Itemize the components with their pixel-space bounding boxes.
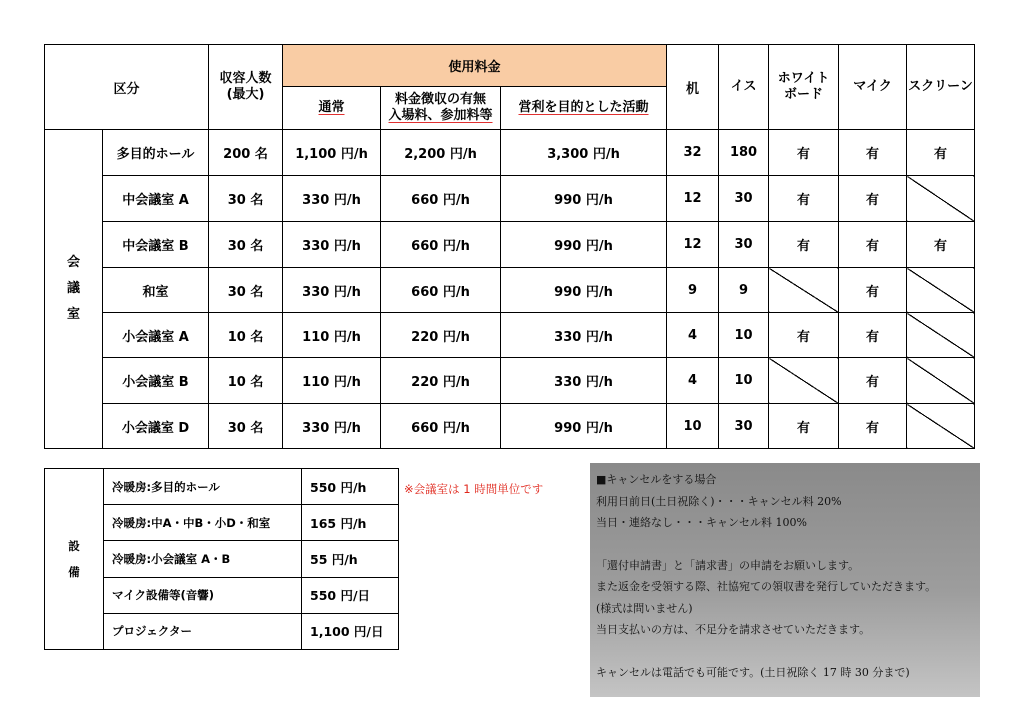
cancel-line: (様式は問いません): [596, 601, 693, 615]
room-whiteboard: 有: [769, 404, 839, 449]
equipment-name: 冷暖房:中A・中B・小D・和室: [104, 505, 302, 541]
room-fee-charge: 660 円/h: [381, 176, 501, 222]
room-capacity: 200 名: [209, 130, 283, 176]
section-label-char: 議: [66, 281, 80, 296]
room-chairs: 30: [719, 222, 769, 268]
room-whiteboard: 有: [769, 313, 839, 358]
equipment-name: プロジェクター: [104, 613, 302, 649]
header-fee-profit-label: 営利を目的とした活動: [518, 100, 649, 115]
room-chairs: 10: [719, 358, 769, 404]
room-chairs: 30: [719, 404, 769, 449]
equipment-price: 55 円/h: [302, 541, 399, 577]
header-fee-profit: [501, 87, 667, 130]
cancel-line: 利用日前日(土日祝除く)・・・キャンセル料 20%: [596, 494, 842, 508]
equipment-name: 冷暖房:小会議室 A・B: [104, 541, 302, 577]
room-name: 中会議室 B: [103, 222, 209, 268]
room-capacity: 30 名: [209, 222, 283, 268]
room-fee-charge: 660 円/h: [381, 222, 501, 268]
header-capacity: [209, 45, 283, 130]
header-fee-charge: [381, 87, 501, 130]
room-whiteboard: 有: [769, 130, 839, 176]
room-capacity: 10 名: [209, 313, 283, 358]
room-screen-unavailable: [907, 358, 975, 404]
room-fee-normal: 330 円/h: [283, 176, 381, 222]
header-fee-normal-label: 通常: [318, 100, 345, 115]
header-fee-title: 使用料金: [283, 45, 667, 87]
equipment-table: [44, 468, 398, 650]
room-fee-profit: 990 円/h: [501, 222, 667, 268]
equipment-price: 1,100 円/日: [302, 613, 399, 649]
room-whiteboard-unavailable: [769, 358, 839, 404]
room-mic: 有: [839, 404, 907, 449]
cancel-title: ■キャンセルをする場合: [596, 473, 717, 486]
room-mic: 有: [839, 358, 907, 404]
room-mic: 有: [839, 176, 907, 222]
fee-table: [44, 44, 974, 448]
room-fee-normal: 110 円/h: [283, 358, 381, 404]
room-fee-profit: 330 円/h: [501, 313, 667, 358]
room-fee-profit: 990 円/h: [501, 176, 667, 222]
room-desks: 4: [667, 313, 719, 358]
equipment-price: 165 円/h: [302, 505, 399, 541]
header-chair: イス: [719, 45, 769, 130]
header-screen: スクリーン: [907, 45, 975, 130]
room-capacity: 30 名: [209, 176, 283, 222]
section-label-char: 室: [66, 307, 80, 322]
room-screen-unavailable: [907, 404, 975, 449]
header-mic: マイク: [839, 45, 907, 130]
room-name: 中会議室 A: [103, 176, 209, 222]
room-fee-profit: 990 円/h: [501, 404, 667, 449]
cancel-spacer: [596, 641, 980, 662]
room-fee-charge: 220 円/h: [381, 358, 501, 404]
room-mic: 有: [839, 268, 907, 313]
header-whiteboard-line1: ホワイト: [777, 71, 830, 86]
equipment-price: 550 円/h: [302, 469, 399, 505]
equipment-name: 冷暖房:多目的ホール: [104, 469, 302, 505]
room-fee-normal: 330 円/h: [283, 222, 381, 268]
cancel-line: 当日支払いの方は、不足分を請求させていただきます。: [596, 623, 871, 636]
room-desks: 9: [667, 268, 719, 313]
room-name: 小会議室 A: [103, 313, 209, 358]
room-name: 多目的ホール: [103, 130, 209, 176]
room-chairs: 9: [719, 268, 769, 313]
section-label-char: 会: [66, 255, 80, 270]
room-whiteboard: 有: [769, 176, 839, 222]
cancel-line: キャンセルは電話でも可能です。(土日祝除く 17 時 30 分まで): [596, 665, 910, 679]
section-label-equipment: [45, 469, 104, 650]
cancel-spacer: [596, 534, 980, 555]
room-fee-normal: 110 円/h: [283, 313, 381, 358]
room-fee-profit: 3,300 円/h: [501, 130, 667, 176]
equipment-name: マイク設備等(音響): [104, 577, 302, 613]
room-fee-normal: 330 円/h: [283, 404, 381, 449]
section-label-meeting-rooms: [45, 130, 103, 449]
header-category: 区分: [45, 45, 209, 130]
room-fee-profit: 990 円/h: [501, 268, 667, 313]
room-chairs: 10: [719, 313, 769, 358]
room-whiteboard: 有: [769, 222, 839, 268]
room-capacity: 30 名: [209, 268, 283, 313]
header-capacity-line1: 収容人数: [219, 71, 272, 86]
cancel-line: 当日・連絡なし・・・キャンセル料 100%: [596, 516, 807, 529]
room-fee-normal: 1,100 円/h: [283, 130, 381, 176]
room-fee-normal: 330 円/h: [283, 268, 381, 313]
header-fee-charge-line2: 入場料、参加料等: [388, 108, 493, 123]
room-whiteboard-unavailable: [769, 268, 839, 313]
room-screen-unavailable: [907, 313, 975, 358]
header-desk: 机: [667, 45, 719, 130]
room-desks: 12: [667, 176, 719, 222]
room-screen-unavailable: [907, 176, 975, 222]
room-chairs: 180: [719, 130, 769, 176]
room-mic: 有: [839, 130, 907, 176]
equipment-price: 550 円/日: [302, 577, 399, 613]
header-whiteboard: [769, 45, 839, 130]
cancellation-box: [590, 463, 980, 697]
room-screen: 有: [907, 222, 975, 268]
room-screen: 有: [907, 130, 975, 176]
header-fee-charge-line1: 料金徴収の有無: [395, 92, 487, 107]
room-mic: 有: [839, 313, 907, 358]
fee-table-grid: [44, 44, 975, 449]
room-mic: 有: [839, 222, 907, 268]
room-name: 小会議室 D: [103, 404, 209, 449]
room-name: 小会議室 B: [103, 358, 209, 404]
room-fee-charge: 220 円/h: [381, 313, 501, 358]
section-label-char: 備: [68, 565, 80, 579]
room-capacity: 30 名: [209, 404, 283, 449]
room-fee-profit: 330 円/h: [501, 358, 667, 404]
header-fee-normal: [283, 87, 381, 130]
room-desks: 10: [667, 404, 719, 449]
room-fee-charge: 2,200 円/h: [381, 130, 501, 176]
room-name: 和室: [103, 268, 209, 313]
room-chairs: 30: [719, 176, 769, 222]
room-desks: 32: [667, 130, 719, 176]
room-fee-charge: 660 円/h: [381, 404, 501, 449]
room-desks: 4: [667, 358, 719, 404]
cancel-line: また返金を受領する際、社協宛ての領収書を発行していただきます。: [596, 580, 937, 593]
equipment-table-grid: [44, 468, 399, 650]
header-whiteboard-line2: ボード: [784, 87, 824, 102]
room-fee-charge: 660 円/h: [381, 268, 501, 313]
section-label-char: 設: [68, 539, 80, 553]
room-capacity: 10 名: [209, 358, 283, 404]
header-capacity-line2: (最大): [226, 87, 265, 102]
hourly-unit-note: ※会議室は 1 時間単位です: [404, 482, 544, 496]
room-desks: 12: [667, 222, 719, 268]
room-screen-unavailable: [907, 268, 975, 313]
cancel-line: 「還付申請書」と「請求書」の申請をお願いします。: [596, 558, 860, 572]
